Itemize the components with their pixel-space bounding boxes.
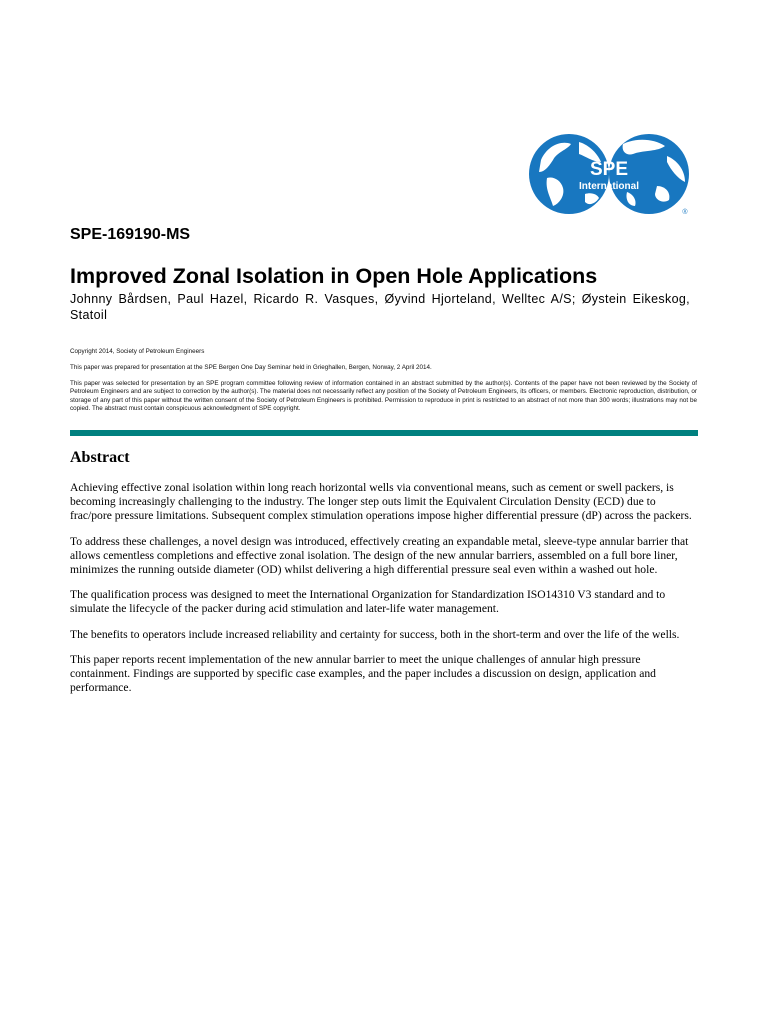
logo-text-spe: SPE xyxy=(589,159,629,180)
author-list: Johnny Bårdsen, Paul Hazel, Ricardo R. Vasques, Øyvind Hjorteland, Welltec A/S; Øystein Eikeskog, Statoil xyxy=(70,292,690,322)
logo-text-international: International xyxy=(578,181,640,192)
copyright-notice: Copyright 2014, Society of Petroleum Engineers xyxy=(70,348,205,355)
abstract-body xyxy=(70,481,698,706)
abstract-paragraph: To address these challenges, a novel design was introduced, effectively creating an expandable metal, sleeve-type annular barrier that allows cementless completions and effective zonal isolation. The design of the new annular barriers, assembled on a full bore liner, minimizes the running outside diameter (OD) whilst delivering a high differential pressure seal even within a washed out hole. xyxy=(70,534,689,577)
section-divider xyxy=(70,430,698,436)
disclaimer-text: This paper was selected for presentation by an SPE program committee following review of information contained in an abstract submitted by the author(s). Contents of the paper have not been reviewed by the Society of Petroleum Engineers and are subject to correction by the author(s). The material does not necessarily reflect any position of the Society of Petroleum Engineers, its officers, or members. Electronic reproduction, distribution, or storage of any part of this paper without the written consent of the Society of Petroleum Engineers is prohibited. Permission to reproduce in print is restricted to an abstract of not more than 300 words; illustrations may not be copied. The abstract must contain conspicuous acknowledgment of SPE copyright. xyxy=(70,380,697,412)
abstract-paragraph: Achieving effective zonal isolation within long reach horizontal wells via conventional means, such as cement or swell packers, is becoming increasingly challenging to the industry. The longer step outs limit the Equivalent Circulation Density (ECD) due to frac/pore pressure limitations. Subsequent complex stimulation operations impose higher differential pressure (dP) across the packers. xyxy=(70,481,692,523)
paper-title: Improved Zonal Isolation in Open Hole Applications xyxy=(70,264,598,288)
spe-international-logo xyxy=(527,132,693,218)
presentation-note: This paper was prepared for presentation at the SPE Bergen One Day Seminar held in Grieghallen, Bergen, Norway, 2 April 2014. xyxy=(70,364,432,371)
abstract-paragraph: The qualification process was designed to meet the International Organization for Standardization ISO14310 V3 standard and to simulate the lifecycle of the packer during acid stimulation and later-life water management. xyxy=(70,588,666,616)
paper-id: SPE-169190-MS xyxy=(70,226,191,243)
abstract-heading: Abstract xyxy=(70,449,130,466)
abstract-paragraph: This paper reports recent implementation of the new annular barrier to meet the unique challenges of annular high pressure containment. Findings are supported by specific case examples, and the paper includes a discussion on design, application and performance. xyxy=(70,652,656,695)
abstract-paragraph: The benefits to operators include increased reliability and certainty for success, both in the short-term and over the life of the wells. xyxy=(70,627,680,641)
registered-mark: ® xyxy=(682,209,688,216)
